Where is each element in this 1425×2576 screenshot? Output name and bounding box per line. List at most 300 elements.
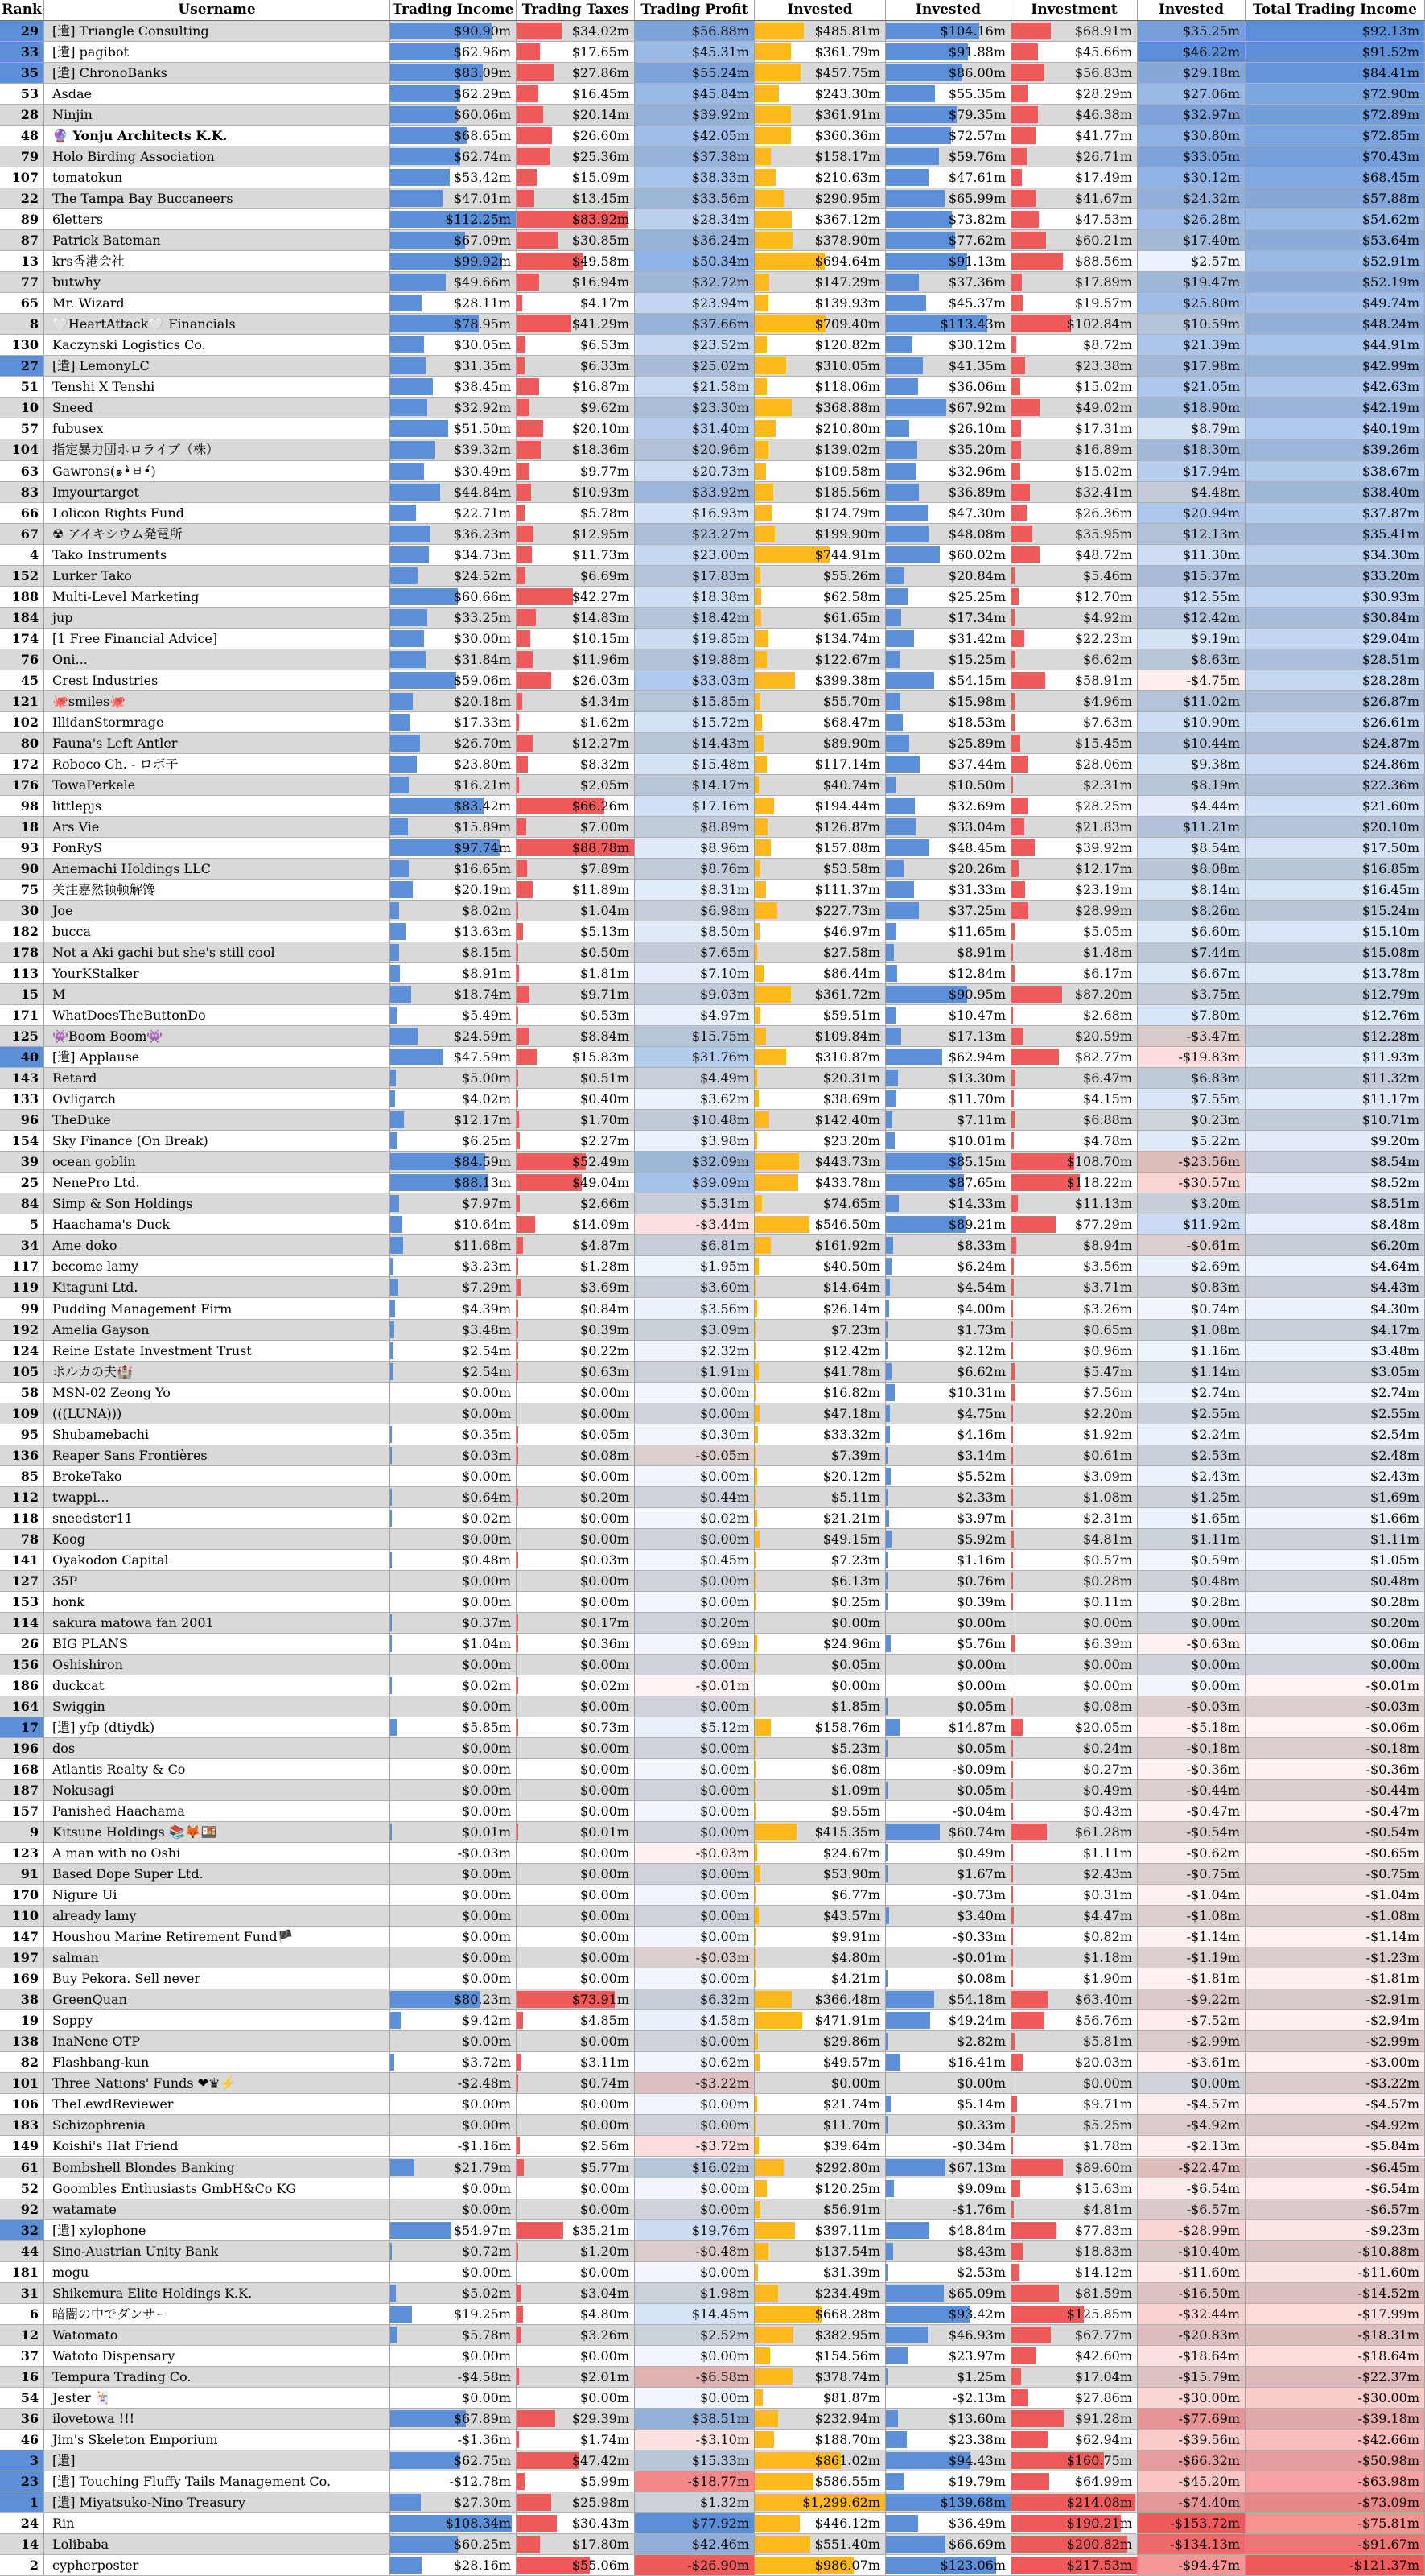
trading-profit-value: $18.38m [691,588,749,604]
invested-profit-cell [1138,2534,1246,2554]
username-cell[interactable]: Amelia Gayson [44,1320,390,1340]
username-cell[interactable]: PonRyS [44,838,390,858]
investment-taxes-cell [1011,1927,1138,1947]
username-cell[interactable]: Nigure Ui [44,1885,390,1905]
username-cell[interactable]: 指定暴力団ホロライブ（株） [44,439,390,460]
username-cell[interactable]: Anemachi Holdings LLC [44,859,390,879]
investment-taxes-bar [1011,1405,1013,1422]
trading-taxes-value: $0.00m [580,1741,629,1757]
username-cell[interactable]: (((LUNA))) [44,1403,390,1424]
username-cell[interactable]: YourKStalker [44,963,390,983]
invested-profit-value: -$3.61m [1186,2055,1240,2071]
rank-cell: 174 [0,629,44,649]
trading-income-value: $60.66m [453,588,511,604]
rank-cell: 18 [0,817,44,837]
invested-profit-cell [1138,439,1246,460]
rank-cell: 99 [0,1299,44,1319]
username-cell[interactable]: cypherposter [44,2555,390,2575]
invested-income-cell [886,146,1011,167]
investment-taxes-cell [1011,2241,1138,2261]
username-cell[interactable]: tomatokun [44,167,390,188]
total-trading-income-cell [1246,2073,1425,2093]
username-cell[interactable]: 关注嘉然顿顿解馋 [44,880,390,900]
table-row [0,838,1425,859]
trading-income-cell [390,2199,517,2219]
rank-cell: 152 [0,566,44,586]
username-cell[interactable]: 6letters [44,209,390,229]
username-cell[interactable]: dos [44,1738,390,1758]
rank-cell: 176 [0,775,44,795]
username-cell[interactable]: ☢ アイキシウム発電所 [44,524,390,544]
username-cell[interactable]: Ars Vie [44,817,390,837]
username-cell[interactable]: Buy Pekora. Sell never [44,1968,390,1989]
invested-amount-cell [755,670,886,690]
total-trading-income-cell [1246,21,1425,41]
trading-taxes-value: $8.32m [580,756,629,772]
invested-profit-value: -$1.81m [1186,1971,1240,1987]
invested-amount-cell [755,272,886,292]
username-cell[interactable]: ocean goblin [44,1152,390,1172]
username-cell[interactable]: Gawrons(๑•̀ㅂ•́) [44,461,390,481]
table-row [0,84,1425,105]
username-cell[interactable]: Ovligarch [44,1089,390,1109]
username-cell[interactable]: Mr. Wizard [44,293,390,313]
trading-income-value: -$2.48m [457,2075,511,2092]
username-cell[interactable]: [遺] Miyatsuko-Nino Treasury [44,2492,390,2512]
invested-profit-value: -$4.57m [1186,2096,1240,2112]
invested-income-value: $25.89m [948,735,1006,751]
investment-taxes-bar [1011,1049,1059,1065]
username-cell[interactable]: BIG PLANS [44,1634,390,1654]
invested-profit-value: $9.19m [1191,630,1240,646]
invested-income-cell [886,2450,1011,2471]
username-cell[interactable]: Jester 🃏 [44,2388,390,2408]
trading-income-value: $51.50m [453,421,511,437]
username-cell[interactable]: 🤍HeartAttack🤍 Financials [44,314,390,334]
investment-taxes-cell [1011,1173,1138,1193]
invested-profit-cell [1138,21,1246,41]
invested-income-value: $54.15m [948,672,1006,688]
invested-amount-value: $366.48m [814,1992,880,2008]
username-cell[interactable]: Ame doko [44,1235,390,1255]
invested-profit-cell [1138,1508,1246,1528]
username-cell[interactable]: sakura matowa fan 2001 [44,1613,390,1633]
trading-taxes-bar [517,860,527,877]
invested-profit-value: $0.00m [1191,1614,1240,1630]
invested-amount-value: $5.11m [831,1489,880,1505]
username-cell[interactable]: honk [44,1592,390,1612]
invested-amount-bar [755,1174,798,1191]
username-cell[interactable]: Tako Instruments [44,545,390,565]
username-cell[interactable]: Crest Industries [44,670,390,690]
trading-taxes-value: $6.33m [580,358,629,374]
invested-income-cell [886,1738,1011,1758]
invested-income-value: $67.13m [948,2159,1006,2175]
username-cell[interactable]: fubusex [44,418,390,439]
username-cell[interactable]: [遺] Triangle Consulting [44,21,390,41]
trading-income-value: $0.00m [462,2117,511,2133]
username-cell[interactable]: BrokeTako [44,1466,390,1486]
trading-profit-value: $33.56m [691,191,749,207]
username-cell[interactable]: Asdae [44,84,390,104]
trading-taxes-cell [517,838,635,858]
invested-income-bar [886,1405,890,1422]
username-cell[interactable]: 👾Boom Boom👾 [44,1026,390,1046]
trading-income-value: $36.23m [453,526,511,542]
table-row [0,398,1425,418]
username-cell[interactable]: Three Nations' Funds ❤♛⚡ [44,2073,390,2093]
total-trading-income-value: $42.99m [1361,358,1419,374]
investment-taxes-value: $18.83m [1074,2243,1132,2259]
trading-profit-cell [635,146,755,167]
trading-profit-value: $21.58m [691,379,749,395]
invested-profit-value: $1.25m [1191,1489,1240,1505]
trading-income-value: $5.85m [462,1719,511,1735]
invested-amount-bar [755,441,768,458]
username-cell[interactable]: Shubamebachi [44,1424,390,1445]
total-trading-income-value: $91.52m [1361,44,1419,60]
rank-cell: 85 [0,1466,44,1486]
username-cell[interactable]: Flashbang-kun [44,2052,390,2072]
invested-amount-value: $7.23m [831,1552,880,1568]
invested-amount-value: $62.58m [822,588,880,604]
username-cell[interactable]: Tempura Trading Co. [44,2367,390,2387]
trading-taxes-cell [517,1047,635,1067]
invested-profit-cell [1138,942,1246,962]
invested-profit-cell [1138,817,1246,837]
username-cell[interactable]: [遺] ChronoBanks [44,63,390,83]
investment-taxes-bar [1011,1593,1013,1610]
invested-income-bar [886,2012,930,2029]
username-cell[interactable]: 35P [44,1571,390,1591]
trading-income-bar [390,2327,397,2343]
username-cell[interactable]: ilovetowa !!! [44,2409,390,2429]
username-cell[interactable]: Joe [44,901,390,921]
username-cell[interactable]: [遺] xylophone [44,2220,390,2240]
username-cell[interactable]: MSN-02 Zeong Yo [44,1383,390,1403]
username-cell[interactable]: InaNene OTP [44,2031,390,2051]
username-cell[interactable]: M [44,984,390,1004]
username-cell[interactable]: Lolicon Rights Fund [44,503,390,523]
invested-amount-value: $137.54m [814,2243,880,2259]
invested-amount-cell [755,167,886,188]
username-cell[interactable]: Oni... [44,649,390,670]
total-trading-income-cell [1246,1864,1425,1884]
username-cell[interactable]: TowaPerkele [44,775,390,795]
username-cell[interactable]: WhatDoesTheButtonDo [44,1005,390,1025]
table-row [0,796,1425,817]
username-cell[interactable]: watamate [44,2199,390,2219]
invested-income-value: $9.09m [957,2180,1006,2196]
invested-profit-cell [1138,1362,1246,1382]
investment-taxes-cell [1011,398,1138,418]
username-cell[interactable]: Reaper Sans Frontières [44,1445,390,1465]
table-row [0,2304,1425,2325]
username-cell[interactable]: krs香港会社 [44,251,390,271]
username-cell[interactable]: littlepjs [44,796,390,816]
username-cell[interactable]: Sino-Austrian Unity Bank [44,2241,390,2261]
username-cell[interactable]: become lamy [44,1256,390,1276]
total-trading-income-cell [1246,2367,1425,2387]
username-cell[interactable]: Pudding Management Firm [44,1299,390,1319]
invested-profit-value: -$3.47m [1186,1028,1240,1045]
trading-income-cell [390,146,517,167]
trading-taxes-bar [517,463,529,480]
username-cell[interactable]: A man with no Oshi [44,1843,390,1863]
invested-amount-bar [755,1426,758,1443]
username-cell[interactable]: Rin [44,2513,390,2533]
header-trading-taxes[interactable]: Trading Taxes [517,0,635,20]
username-cell[interactable]: duckcat [44,1675,390,1696]
username-cell[interactable]: Ninjin [44,105,390,125]
username-cell[interactable]: Houshou Marine Retirement Fund🏴 [44,1927,390,1947]
total-trading-income-value: $16.85m [1361,860,1419,876]
table-row [0,1550,1425,1571]
trading-taxes-cell [517,1277,635,1297]
invested-income-value: $5.92m [957,1531,1006,1547]
invested-amount-cell [755,1947,886,1968]
total-trading-income-value: $72.90m [1361,86,1419,102]
header-total-trading-income[interactable]: Total Trading Income [1246,0,1425,20]
username-cell[interactable]: Roboco Ch. - ロボ子 [44,754,390,774]
investment-taxes-value: $2.31m [1083,1510,1132,1526]
trading-income-cell [390,356,517,376]
username-cell[interactable]: [遺] [44,2450,390,2471]
header-rank[interactable]: Rank [0,0,44,20]
username-cell[interactable]: Patrick Bateman [44,230,390,250]
trading-profit-cell [635,1529,755,1549]
username-cell[interactable]: Based Dope Super Ltd. [44,1864,390,1884]
rank-cell: 22 [0,188,44,208]
username-cell[interactable]: Atlantis Realty & Co [44,1759,390,1779]
username-cell[interactable]: IllidanStormrage [44,712,390,732]
username-cell[interactable]: Tenshi X Tenshi [44,377,390,397]
trading-income-cell [390,2471,517,2492]
username-cell[interactable]: Sky Finance (On Break) [44,1131,390,1151]
trading-taxes-value: $0.00m [580,2117,629,2133]
username-cell[interactable]: butwhy [44,272,390,292]
invested-income-value: $26.10m [948,421,1006,437]
invested-profit-cell [1138,2158,1246,2178]
header-invested-amount[interactable]: Invested [755,0,886,20]
invested-amount-value: $120.82m [814,337,880,353]
investment-taxes-cell [1011,167,1138,188]
username-cell[interactable]: GreenQuan [44,1989,390,2009]
trading-income-bar [390,1258,393,1275]
username-cell[interactable]: TheDuke [44,1110,390,1130]
invested-amount-value: $399.38m [814,672,880,688]
rank-cell: 133 [0,1089,44,1109]
trading-taxes-value: $20.14m [571,107,629,123]
username-cell[interactable]: Koishi's Hat Friend [44,2136,390,2156]
trading-profit-cell [635,2304,755,2324]
invested-profit-value: $19.47m [1182,274,1240,291]
username-cell[interactable]: Watomato [44,2325,390,2345]
username-cell[interactable]: [遺] LemonyLC [44,356,390,376]
invested-profit-value: -$0.44m [1186,1783,1240,1799]
invested-amount-bar [755,1698,756,1715]
invested-amount-value: $157.88m [814,839,880,855]
username-cell[interactable]: already lamy [44,1906,390,1926]
username-cell[interactable]: Panished Haachama [44,1801,390,1821]
username-cell[interactable]: Lolibaba [44,2534,390,2554]
username-cell[interactable]: Not a Aki gachi but she's still cool [44,942,390,962]
username-cell[interactable]: Sneed [44,398,390,418]
username-cell[interactable]: mogu [44,2262,390,2282]
investment-taxes-value: $11.13m [1074,1196,1132,1212]
invested-amount-value: $6.13m [831,1572,880,1589]
header-investment-taxes[interactable]: Investment [1011,0,1138,20]
investment-taxes-value: $0.43m [1083,1803,1132,1820]
invested-amount-bar [755,1279,756,1296]
trading-profit-value: $4.58m [700,2013,749,2029]
username-cell[interactable]: TheLewdReviewer [44,2094,390,2114]
username-cell[interactable]: [遺] Applause [44,1047,390,1067]
username-cell[interactable]: jup [44,608,390,628]
total-trading-income-cell [1246,754,1425,774]
username-cell[interactable]: Shikemura Elite Holdings K.K. [44,2283,390,2303]
trading-income-bar [390,1363,393,1380]
header-invested-income[interactable]: Invested [886,0,1011,20]
username-cell[interactable]: Haachama's Duck [44,1214,390,1234]
trading-income-cell [390,335,517,355]
invested-income-value: $2.12m [957,1342,1006,1358]
header-trading-income[interactable]: Trading Income [390,0,517,20]
investment-taxes-cell [1011,2534,1138,2554]
username-cell[interactable]: 暗闇の中でダンサー [44,2304,390,2324]
invested-income-bar [886,567,904,584]
username-cell[interactable]: Nokusagi [44,1780,390,1800]
invested-profit-value: $30.80m [1182,128,1240,144]
username-cell[interactable]: The Tampa Bay Buccaneers [44,188,390,208]
trading-taxes-bar [517,1090,518,1107]
trading-income-bar [390,463,424,480]
total-trading-income-cell [1246,1738,1425,1758]
username-cell[interactable]: Holo Birding Association [44,146,390,167]
investment-taxes-value: $102.84m [1066,316,1132,332]
invested-amount-value: $485.81m [814,23,880,39]
username-cell[interactable]: Kaczynski Logistics Co. [44,335,390,355]
username-cell[interactable]: Watoto Dispensary [44,2346,390,2366]
invested-profit-cell [1138,1989,1246,2009]
username-cell[interactable]: Simp & Son Holdings [44,1193,390,1214]
username-cell[interactable]: Imyourtarget [44,482,390,502]
username-cell[interactable]: bucca [44,921,390,942]
username-cell[interactable]: Swiggin [44,1696,390,1717]
username-cell[interactable]: Oshishiron [44,1655,390,1675]
header-invested-profit[interactable]: Invested [1138,0,1246,20]
trading-taxes-bar [517,1489,518,1506]
trading-taxes-value: $20.10m [571,421,629,437]
invested-income-value: $1.16m [957,1552,1006,1568]
table-row [0,1320,1425,1341]
username-cell[interactable]: salman [44,1947,390,1968]
header-username[interactable]: Username [44,0,390,20]
invested-profit-value: $6.60m [1191,924,1240,940]
investment-taxes-cell [1011,1885,1138,1905]
invested-profit-cell [1138,2052,1246,2072]
username-cell[interactable]: Multi-Level Marketing [44,587,390,607]
trading-profit-value: -$3.44m [695,1217,749,1233]
total-trading-income-cell [1246,1173,1425,1193]
investment-taxes-bar [1011,1928,1013,1945]
username-cell[interactable]: Soppy [44,2010,390,2030]
invested-income-cell [886,921,1011,942]
total-trading-income-cell [1246,2409,1425,2429]
trading-profit-value: $77.92m [691,2515,749,2531]
username-cell[interactable]: sneedster11 [44,1508,390,1528]
table-row [0,2471,1425,2492]
investment-taxes-bar [1011,798,1028,814]
rank-cell: 184 [0,608,44,628]
invested-amount-cell [755,1508,886,1528]
username-cell[interactable]: Kitaguni Ltd. [44,1277,390,1297]
username-cell[interactable]: Bombshell Blondes Banking [44,2158,390,2178]
total-trading-income-value: -$0.36m [1365,1762,1419,1778]
username-cell[interactable]: 🔮 Yonju Architects K.K. [44,126,390,146]
trading-income-value: $26.70m [453,735,511,751]
username-cell[interactable]: ポルカの夫🏰 [44,1362,390,1382]
username-cell[interactable]: Jim's Skeleton Emporium [44,2430,390,2450]
investment-taxes-bar [1011,1991,1048,2008]
investment-taxes-bar [1011,1489,1013,1506]
username-cell[interactable]: Lurker Tako [44,566,390,586]
trading-income-bar [390,336,424,353]
trading-income-value: $83.09m [453,65,511,81]
trading-income-cell [390,2010,517,2030]
total-trading-income-value: $0.48m [1370,1572,1419,1589]
invested-income-value: $5.14m [957,2096,1006,2112]
username-cell[interactable]: Schizophrenia [44,2115,390,2135]
investment-taxes-bar [1011,43,1038,60]
rank-cell: 141 [0,1550,44,1570]
trading-taxes-cell [517,105,635,125]
username-cell[interactable]: Retard [44,1068,390,1088]
username-cell[interactable]: [遺] pagibot [44,42,390,62]
invested-amount-cell [755,2031,886,2051]
investment-taxes-cell [1011,545,1138,565]
rank-cell: 77 [0,272,44,292]
total-trading-income-cell [1246,314,1425,334]
trading-profit-value: $45.84m [691,86,749,102]
username-cell[interactable]: Koog [44,1529,390,1549]
invested-income-value: $65.09m [948,2285,1006,2301]
username-cell[interactable]: Oyakodon Capital [44,1550,390,1570]
trading-income-cell [390,1550,517,1570]
invested-profit-cell [1138,1550,1246,1570]
username-cell[interactable]: Fauna's Left Antler [44,733,390,753]
header-trading-profit[interactable]: Trading Profit [635,0,755,20]
username-cell[interactable]: Goombles Enthusiasts GmbH&Co KG [44,2178,390,2199]
username-cell[interactable]: 🐙smiles🐙 [44,691,390,711]
username-cell[interactable]: [遺] yfp (dtiydk) [44,1717,390,1737]
username-cell[interactable]: NenePro Ltd. [44,1173,390,1193]
username-cell[interactable]: twappi... [44,1487,390,1507]
trading-taxes-cell [517,63,635,83]
invested-income-value: $3.40m [957,1908,1006,1924]
trading-profit-value: $28.34m [691,212,749,228]
invested-profit-cell [1138,1466,1246,1486]
trading-income-cell [390,42,517,62]
invested-amount-value: $49.15m [822,1531,880,1547]
username-cell[interactable]: [1 Free Financial Advice] [44,629,390,649]
trading-income-value: $8.15m [462,945,511,961]
username-cell[interactable]: Reine Estate Investment Trust [44,1341,390,1361]
username-cell[interactable]: Kitsune Holdings 📚🦊🍱 [44,1822,390,1842]
invested-amount-value: $46.97m [822,924,880,940]
invested-amount-cell [755,2220,886,2240]
username-cell[interactable]: [遺] Touching Fluffy Tails Management Co. [44,2471,390,2492]
